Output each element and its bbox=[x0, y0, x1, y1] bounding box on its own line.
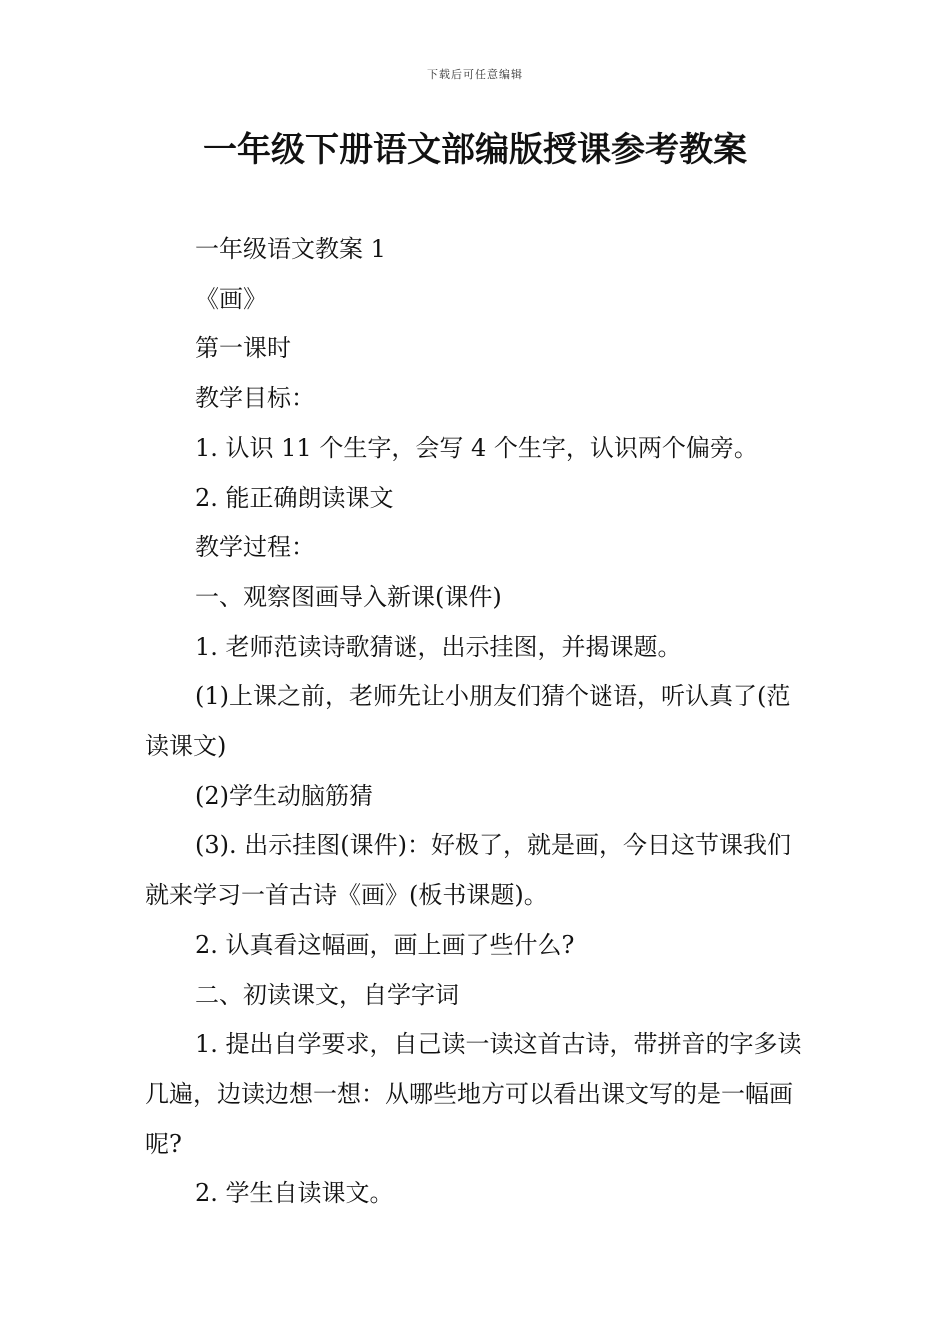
paragraph-section-2-step-2: 2. 学生自读课文。 bbox=[195, 1179, 394, 1208]
paragraph-lesson-heading: 一年级语文教案 1 bbox=[195, 235, 386, 263]
paragraph-section-2: 二、初读课文，自学字词 bbox=[195, 980, 459, 1009]
paragraph-step-1: 1. 老师范读诗歌猜谜，出示挂图，并揭课题。 bbox=[195, 632, 682, 661]
paragraph-section-2-step-1: 1. 提出自学要求，自己读一读这首古诗，带拼音的字多读几遍，边读边想一想：从哪些地方可以看出课文写的是一幅画呢? bbox=[145, 1030, 802, 1158]
header-note: 下载后可任意编辑 bbox=[427, 68, 523, 81]
paragraph-step-1-c: (3). 出示挂图(课件)：好极了，就是画，今日这节课我们就来学习一首古诗《画》(板书课题)。 bbox=[145, 831, 791, 910]
paragraph-objective-2: 2. 能正确朗读课文 bbox=[195, 483, 394, 512]
paragraph-poem-title: 《画》 bbox=[195, 284, 267, 313]
paragraph-step-1-a: (1)上课之前，老师先让小朋友们猜个谜语，听认真了(范读课文) bbox=[145, 682, 791, 761]
document-body bbox=[145, 225, 810, 1219]
paragraph-first-period: 第一课时 bbox=[195, 334, 291, 363]
paragraph-section-1: 一、观察图画导入新课(课件) bbox=[195, 582, 502, 611]
paragraph-process-heading: 教学过程： bbox=[195, 533, 315, 562]
paragraph-step-2: 2. 认真看这幅画，画上画了些什么? bbox=[195, 930, 575, 959]
document-title: 一年级下册语文部编版授课参考教案 bbox=[203, 130, 747, 170]
paragraph-step-1-b: (2)学生动脑筋猜 bbox=[195, 781, 373, 810]
paragraph-objective-1: 1. 认识 11 个生字，会写 4 个生字，认识两个偏旁。 bbox=[195, 433, 758, 462]
paragraph-objectives-heading: 教学目标： bbox=[195, 384, 315, 413]
